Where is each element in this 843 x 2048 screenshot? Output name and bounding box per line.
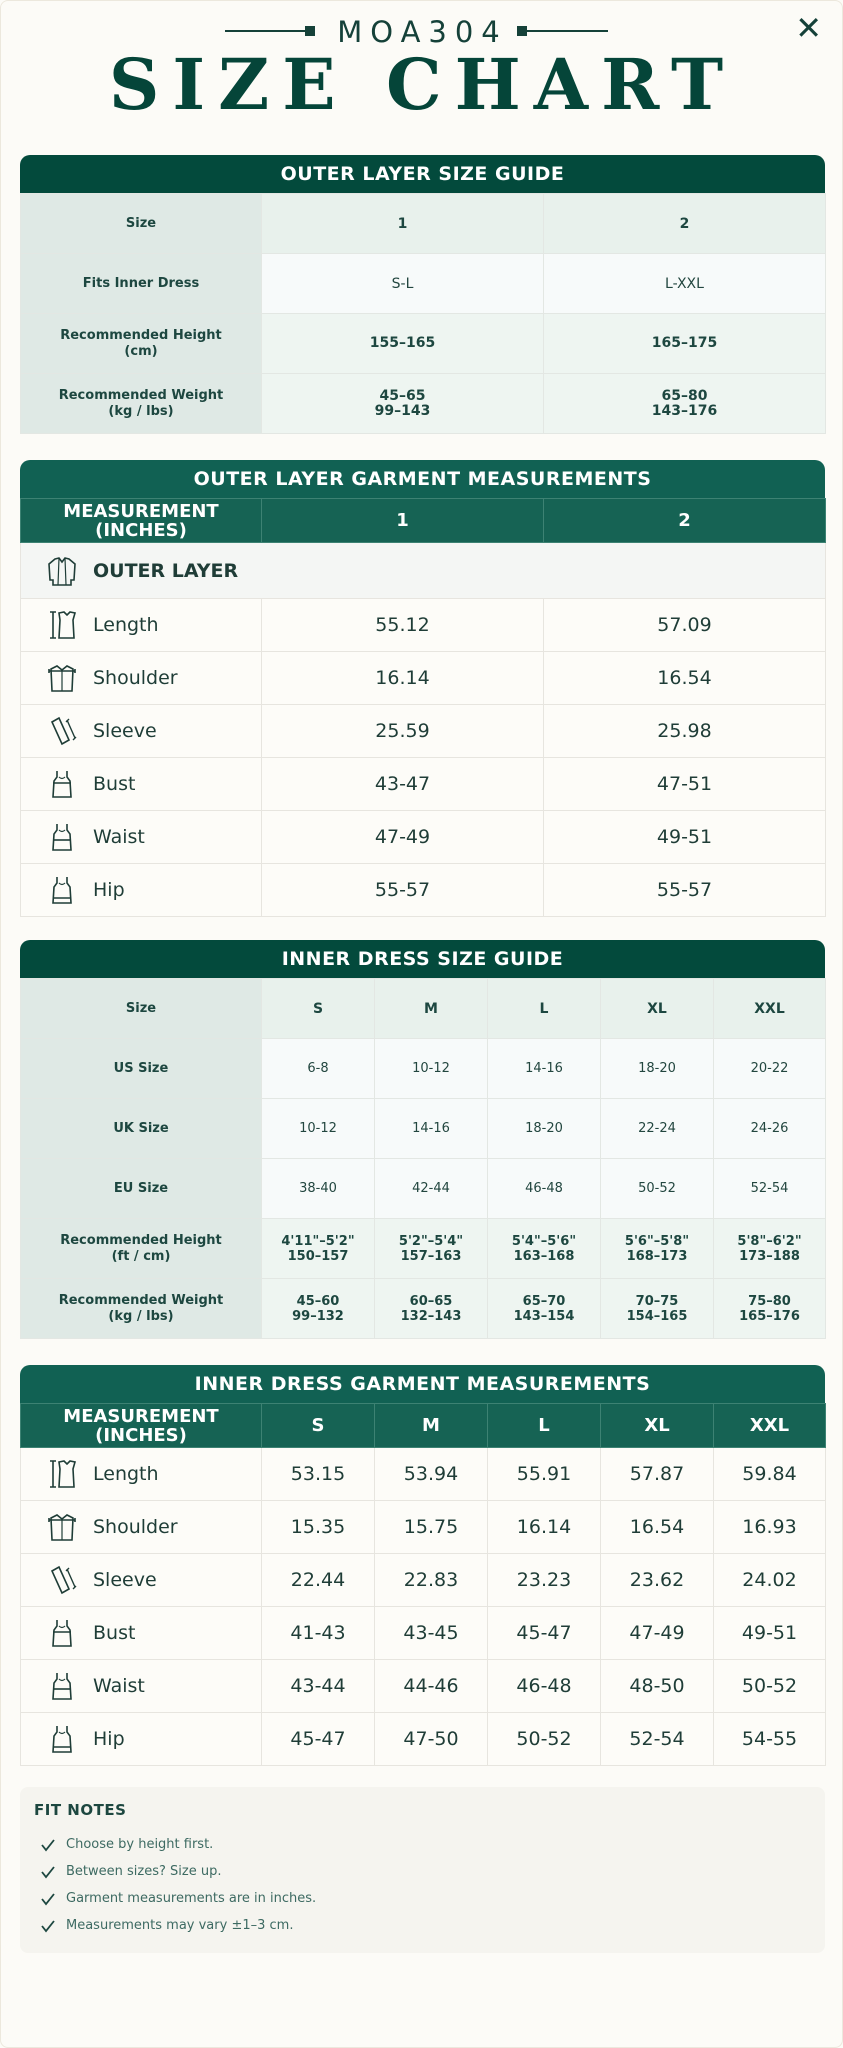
hip-icon [45, 1722, 79, 1756]
cell-value: L-XXL [544, 254, 826, 314]
cell-value: S [262, 979, 375, 1039]
guide-row-recommended-height [21, 1219, 826, 1279]
hip-icon [45, 873, 79, 907]
size-header: M [375, 1404, 488, 1448]
measurement-value: 50-52 [714, 1660, 826, 1713]
guide-row-fits-inner-dress [21, 254, 826, 314]
measurement-label: Waist [93, 1675, 145, 1697]
measurement-value: 47-49 [262, 811, 544, 864]
jacket-icon [45, 554, 79, 588]
inner-guide-table [20, 978, 826, 1339]
measurement-row-shoulder [21, 1501, 826, 1554]
cell-value: 22-24 [601, 1099, 714, 1159]
fit-note-text: Choose by height first. [66, 1837, 214, 1852]
cell-value: 155–165 [262, 314, 544, 374]
measurement-value: 25.98 [544, 705, 826, 758]
waist-icon [45, 1669, 79, 1703]
cell-value: 2 [544, 194, 826, 254]
measurement-label-cell [21, 864, 262, 917]
row-label: Size [21, 979, 262, 1039]
measurement-value: 44-46 [375, 1660, 488, 1713]
measurement-value: 59.84 [714, 1448, 826, 1501]
cell-value: XL [601, 979, 714, 1039]
inner-measurements-table [20, 1403, 826, 1766]
measurement-value: 23.23 [488, 1554, 601, 1607]
measurement-label-cell [21, 1501, 262, 1554]
measurement-row-waist [21, 811, 826, 864]
measurement-row-bust [21, 1607, 826, 1660]
product-code: MOA304 [337, 15, 508, 49]
cell-value: 10-12 [375, 1039, 488, 1099]
group-label-cell [21, 543, 826, 599]
length-icon [45, 608, 79, 642]
fit-note-item [40, 1831, 811, 1858]
cell-value: 5'4"–5'6" 163–168 [488, 1219, 601, 1279]
cell-value: 1 [262, 194, 544, 254]
measurement-label-cell [21, 1713, 262, 1766]
measurement-value: 41-43 [262, 1607, 375, 1660]
measurement-value: 43-44 [262, 1660, 375, 1713]
guide-row-recommended-weight [21, 1279, 826, 1339]
outer-guide-table [20, 193, 826, 434]
row-label: Fits Inner Dress [21, 254, 262, 314]
cell-value: 50-52 [601, 1159, 714, 1219]
cell-value: 60–65 132–143 [375, 1279, 488, 1339]
measurement-row-hip [21, 1713, 826, 1766]
cell-value: 6-8 [262, 1039, 375, 1099]
cell-value: 14-16 [375, 1099, 488, 1159]
measurement-value: 57.09 [544, 599, 826, 652]
measurement-value: 45-47 [262, 1713, 375, 1766]
group-label: OUTER LAYER [93, 559, 239, 582]
measurement-label: Hip [93, 879, 125, 901]
measurement-value: 55.12 [262, 599, 544, 652]
measurement-label: Length [93, 1463, 159, 1485]
cell-value: 24-26 [714, 1099, 826, 1159]
fit-note-text: Between sizes? Size up. [66, 1864, 222, 1879]
fit-notes-title: FIT NOTES [34, 1801, 127, 1819]
section-title: OUTER LAYER SIZE GUIDE [20, 155, 825, 193]
fit-notes [20, 1787, 825, 1953]
row-label: Size [21, 194, 262, 254]
guide-row-uk-size [21, 1099, 826, 1159]
cell-value: 38-40 [262, 1159, 375, 1219]
measurement-value: 24.02 [714, 1554, 826, 1607]
measurement-value: 16.54 [601, 1501, 714, 1554]
cell-value: L [488, 979, 601, 1039]
measurement-value: 55-57 [262, 864, 544, 917]
measurement-value: 49-51 [714, 1607, 826, 1660]
measurement-header-row [21, 499, 826, 543]
section-title: INNER DRESS SIZE GUIDE [20, 940, 825, 978]
cell-value: 18-20 [601, 1039, 714, 1099]
row-label: Recommended Height (cm) [21, 314, 262, 374]
measurement-label: Shoulder [93, 667, 178, 689]
measurement-value: 52-54 [601, 1713, 714, 1766]
measurement-value: 54-55 [714, 1713, 826, 1766]
measurement-value: 49-51 [544, 811, 826, 864]
measurement-value: 22.44 [262, 1554, 375, 1607]
cell-value: 45–60 99–132 [262, 1279, 375, 1339]
cell-value: 65–70 143–154 [488, 1279, 601, 1339]
row-label: Recommended Weight (kg / lbs) [21, 374, 262, 434]
cell-value: 42-44 [375, 1159, 488, 1219]
measurement-value: 53.15 [262, 1448, 375, 1501]
cell-value: 5'2"–5'4" 157–163 [375, 1219, 488, 1279]
measurement-value: 47-51 [544, 758, 826, 811]
measurement-label-cell [21, 1607, 262, 1660]
measurement-value: 47-50 [375, 1713, 488, 1766]
cell-value: 65–80 143–176 [544, 374, 826, 434]
measurement-value: 45-47 [488, 1607, 601, 1660]
measurement-group-row [21, 543, 826, 599]
row-label: Recommended Height (ft / cm) [21, 1219, 262, 1279]
outer-layer-garment-measurements [20, 460, 825, 917]
shoulder-icon [45, 661, 79, 695]
measurement-value: 15.35 [262, 1501, 375, 1554]
fit-note-item [40, 1885, 811, 1912]
row-label: Recommended Weight (kg / lbs) [21, 1279, 262, 1339]
fit-note-item [40, 1858, 811, 1885]
sleeve-icon [45, 714, 79, 748]
size-header: S [262, 1404, 375, 1448]
measurement-header-label: MEASUREMENT (INCHES) [21, 499, 262, 543]
measurement-label: Bust [93, 773, 136, 795]
measurement-row-hip [21, 864, 826, 917]
size-header: 1 [262, 499, 544, 543]
size-header: 2 [544, 499, 826, 543]
length-icon [45, 1457, 79, 1491]
fit-notes-list [34, 1831, 811, 1939]
cell-value: 165–175 [544, 314, 826, 374]
measurement-label-cell [21, 652, 262, 705]
check-icon [40, 1891, 56, 1907]
measurement-label-cell [21, 599, 262, 652]
measurement-value: 57.87 [601, 1448, 714, 1501]
row-label: EU Size [21, 1159, 262, 1219]
inner-dress-garment-measurements [20, 1365, 825, 1766]
measurement-label: Shoulder [93, 1516, 178, 1538]
guide-row-eu-size [21, 1159, 826, 1219]
fit-note-text: Measurements may vary ±1–3 cm. [66, 1918, 294, 1933]
guide-row-us-size [21, 1039, 826, 1099]
measurement-row-sleeve [21, 1554, 826, 1607]
fit-note-text: Garment measurements are in inches. [66, 1891, 317, 1906]
section-title: INNER DRESS GARMENT MEASUREMENTS [20, 1365, 825, 1403]
measurement-label-cell [21, 811, 262, 864]
measurement-value: 50-52 [488, 1713, 601, 1766]
measurement-value: 16.14 [262, 652, 544, 705]
measurement-row-bust [21, 758, 826, 811]
measurement-value: 48-50 [601, 1660, 714, 1713]
cell-value: S-L [262, 254, 544, 314]
measurement-row-shoulder [21, 652, 826, 705]
measurement-label: Sleeve [93, 1569, 157, 1591]
row-label: UK Size [21, 1099, 262, 1159]
sleeve-icon [45, 1563, 79, 1597]
measurement-value: 16.93 [714, 1501, 826, 1554]
measurement-label: Hip [93, 1728, 125, 1750]
close-icon[interactable]: ✕ [795, 9, 822, 47]
cell-value: 10-12 [262, 1099, 375, 1159]
bust-icon [45, 767, 79, 801]
measurement-value: 47-49 [601, 1607, 714, 1660]
row-label: US Size [21, 1039, 262, 1099]
measurement-value: 22.83 [375, 1554, 488, 1607]
measurement-row-sleeve [21, 705, 826, 758]
bust-icon [45, 1616, 79, 1650]
guide-row-size [21, 194, 826, 254]
decorative-line-right [524, 30, 608, 32]
guide-row-size [21, 979, 826, 1039]
measurement-value: 55.91 [488, 1448, 601, 1501]
measurement-label-cell [21, 705, 262, 758]
size-header: XL [601, 1404, 714, 1448]
outer-measurements-table [20, 498, 826, 917]
measurement-label-cell [21, 1554, 262, 1607]
size-header: L [488, 1404, 601, 1448]
close-button[interactable] [795, 9, 822, 47]
measurement-value: 16.54 [544, 652, 826, 705]
measurement-label-cell [21, 1660, 262, 1713]
measurement-value: 23.62 [601, 1554, 714, 1607]
check-icon [40, 1864, 56, 1880]
measurement-value: 55-57 [544, 864, 826, 917]
cell-value: 46-48 [488, 1159, 601, 1219]
measurement-row-waist [21, 1660, 826, 1713]
guide-row-recommended-height [21, 314, 826, 374]
cell-value: M [375, 979, 488, 1039]
measurement-label: Sleeve [93, 720, 157, 742]
measurement-header-row [21, 1404, 826, 1448]
measurement-row-length [21, 599, 826, 652]
page-title: SIZE CHART [108, 43, 737, 126]
measurement-value: 43-47 [262, 758, 544, 811]
cell-value: 45–65 99–143 [262, 374, 544, 434]
check-icon [40, 1837, 56, 1853]
check-icon [40, 1918, 56, 1934]
cell-value: 70–75 154–165 [601, 1279, 714, 1339]
cell-value: XXL [714, 979, 826, 1039]
cell-value: 20-22 [714, 1039, 826, 1099]
cell-value: 5'6"–5'8" 168–173 [601, 1219, 714, 1279]
measurement-value: 46-48 [488, 1660, 601, 1713]
inner-dress-size-guide [20, 940, 825, 1339]
waist-icon [45, 820, 79, 854]
guide-row-recommended-weight [21, 374, 826, 434]
size-header: XXL [714, 1404, 826, 1448]
fit-note-item [40, 1912, 811, 1939]
shoulder-icon [45, 1510, 79, 1544]
measurement-value: 16.14 [488, 1501, 601, 1554]
cell-value: 18-20 [488, 1099, 601, 1159]
measurement-value: 15.75 [375, 1501, 488, 1554]
measurement-label: Length [93, 614, 159, 636]
outer-layer-size-guide [20, 155, 825, 434]
cell-value: 75–80 165–176 [714, 1279, 826, 1339]
measurement-value: 53.94 [375, 1448, 488, 1501]
section-title: OUTER LAYER GARMENT MEASUREMENTS [20, 460, 825, 498]
measurement-row-length [21, 1448, 826, 1501]
cell-value: 4'11"–5'2" 150–157 [262, 1219, 375, 1279]
measurement-label-cell [21, 758, 262, 811]
measurement-label: Waist [93, 826, 145, 848]
cell-value: 5'8"–6'2" 173–188 [714, 1219, 826, 1279]
cell-value: 14-16 [488, 1039, 601, 1099]
measurement-value: 25.59 [262, 705, 544, 758]
measurement-label: Bust [93, 1622, 136, 1644]
measurement-label-cell [21, 1448, 262, 1501]
measurement-header-label: MEASUREMENT (INCHES) [21, 1404, 262, 1448]
measurement-value: 43-45 [375, 1607, 488, 1660]
cell-value: 52-54 [714, 1159, 826, 1219]
